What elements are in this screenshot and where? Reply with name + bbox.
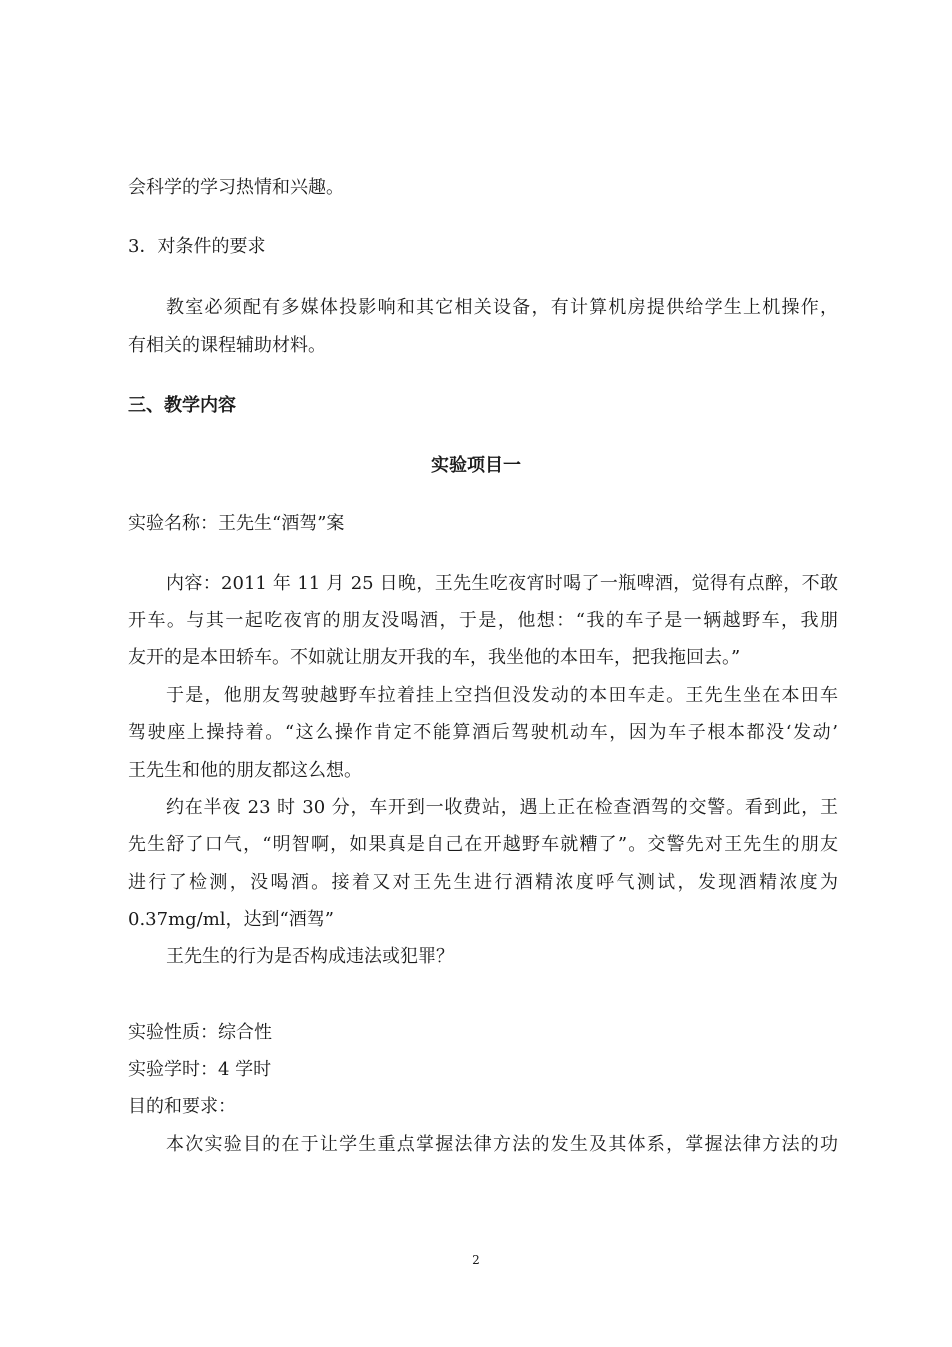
paragraph-line: 约在半夜 23 时 30 分，车开到一收费站，遇上正在检查酒驾的交警。看到此，王 [166, 797, 838, 818]
paragraph-line: 于是，他朋友驾驶越野车拉着挂上空挡但没发动的本田车走。王先生坐在本田车 [166, 685, 838, 706]
experiment-name: 实验名称：王先生“酒驾”案 [128, 513, 345, 534]
paragraph-line: 0.37mg/ml，达到“酒驾” [128, 909, 334, 930]
paragraph-line: 王先生的行为是否构成违法或犯罪？ [166, 946, 454, 967]
experiment-nature: 实验性质：综合性 [128, 1022, 272, 1043]
paragraph-line: 内容：2011 年 11 月 25 日晚，王先生吃夜宵时喝了一瓶啤酒，觉得有点醉，不敢 [166, 573, 838, 594]
paragraph-line: 王先生和他的朋友都这么想。 [128, 760, 362, 781]
paragraph-line: 进行了检测，没喝酒。接着又对王先生进行酒精浓度呼气测试，发现酒精浓度为 [128, 872, 838, 893]
paragraph-line: 会科学的学习热情和兴趣。 [128, 177, 344, 198]
paragraph-line: 先生舒了口气，“明智啊，如果真是自己在开越野车就糟了”。交警先对王先生的朋友 [128, 834, 838, 855]
experiment-hours: 实验学时：4 学时 [128, 1059, 272, 1080]
section-heading: 3．对条件的要求 [128, 236, 266, 257]
paragraph-line: 开车。与其一起吃夜宵的朋友没喝酒，于是，他想：“我的车子是一辆越野车，我朋 [128, 610, 838, 631]
paragraph-line: 友开的是本田轿车。不如就让朋友开我的车，我坐他的本田车，把我拖回去。” [128, 647, 741, 668]
paragraph-line: 教室必须配有多媒体投影响和其它相关设备，有计算机房提供给学生上机操作， [166, 297, 838, 318]
page-number: 2 [472, 1253, 480, 1267]
paragraph-line: 有相关的课程辅助材料。 [128, 335, 326, 356]
paragraph-line: 本次实验目的在于让学生重点掌握法律方法的发生及其体系，掌握法律方法的功 [166, 1134, 838, 1155]
experiment-title: 实验项目一 [431, 455, 521, 476]
purpose-heading: 目的和要求： [128, 1096, 236, 1117]
chapter-heading: 三、教学内容 [128, 395, 236, 416]
paragraph-line: 驾驶座上操持着。“这么操作肯定不能算酒后驾驶机动车，因为车子根本都没‘发动’ [128, 722, 838, 743]
